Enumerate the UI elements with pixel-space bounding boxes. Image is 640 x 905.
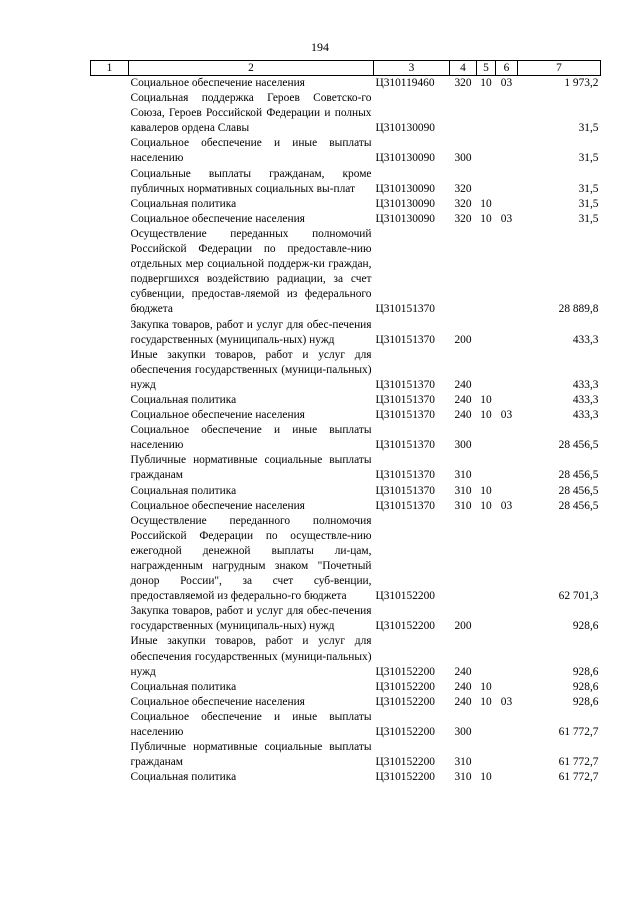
row-name: Социальная политика [130,197,237,210]
row-name: Социальная политика [130,771,237,784]
row-subsection [496,484,518,499]
row-amount: 28 456,5 [558,499,599,512]
row-amount: 31,5 [578,152,599,165]
table-row [91,604,601,634]
row-section [477,136,496,166]
row-amount: 928,6 [572,680,599,693]
table-row [91,348,601,393]
table-row [91,212,601,227]
table-row [91,136,601,166]
row-subsection: 03 [500,77,513,89]
row-index-cell [91,695,129,710]
table-row [91,408,601,423]
row-name: Социальная политика [130,484,237,497]
row-index-cell [91,393,129,408]
row-index-cell [91,318,129,348]
table-row [91,770,601,785]
row-amount: 28 456,5 [558,439,599,452]
row-expense-type: 240 [454,665,472,678]
table-row [91,710,601,740]
row-section: 10 [480,484,492,497]
row-code: Ц310151370 [375,469,435,482]
row-index-cell [91,91,129,136]
table-row [91,76,601,92]
row-amount: 31,5 [578,182,599,195]
table-row [91,318,601,348]
row-section [477,318,496,348]
row-subsection [496,680,518,695]
row-code: Ц310119460 [375,77,435,89]
row-index-cell [91,212,129,227]
table-row [91,227,601,318]
row-index-cell [91,680,129,695]
row-name: Социальное обеспечение и иные выплаты населению [130,710,372,739]
row-expense-type: 310 [454,771,472,784]
row-name: Социальное обеспечение населения [130,499,305,512]
row-name: Закупка товаров, работ и услуг для обес-печения государственных (муниципаль-ных) нужд [130,605,372,633]
column-header: 5 [477,61,496,76]
row-section: 10 [480,197,492,210]
row-expense-type [450,227,477,318]
row-expense-type: 240 [454,680,472,693]
row-expense-type: 320 [454,212,472,225]
row-section [477,634,496,679]
row-section [477,423,496,453]
row-code: Ц310152200 [375,771,435,784]
row-index-cell [91,76,129,92]
row-code: Ц310151370 [375,393,435,406]
table-row [91,91,601,136]
row-index-cell [91,167,129,197]
row-expense-type [450,514,477,605]
row-section: 10 [480,680,492,693]
column-header: 6 [496,61,518,76]
table-row [91,423,601,453]
row-subsection [496,91,518,136]
row-code: Ц310130090 [375,197,435,210]
row-index-cell [91,499,129,514]
column-header: 7 [518,61,601,76]
row-amount: 31,5 [578,197,599,210]
row-subsection [496,604,518,634]
row-name: Социальная политика [130,680,237,693]
row-section: 10 [480,771,492,784]
row-section: 10 [480,212,492,225]
row-name: Осуществление переданного полномочия Российской Федерации по осуществле-нию ежегодной денежной выплаты ли-цам, награжденным нагрудным знаком "Почетный донор России", за счет суб-венции, предоставляемой из федерально-го бюджета [130,514,372,603]
column-header: 3 [374,61,450,76]
row-code: Ц310151370 [375,333,435,346]
row-section: 10 [480,499,492,512]
row-name: Социальное обеспечение населения [130,77,305,89]
row-expense-type: 300 [454,726,472,739]
row-subsection [496,770,518,785]
row-name: Социальная поддержка Героев Советско-го Союза, Героев Российской Федерации и полных кавалеров ордена Славы [130,92,372,135]
row-subsection [496,227,518,318]
row-subsection [496,740,518,770]
row-expense-type: 320 [454,77,472,89]
row-section [477,604,496,634]
row-section: 10 [480,393,492,406]
row-expense-type: 240 [454,378,472,391]
row-expense-type: 240 [454,695,472,708]
row-section [477,453,496,483]
row-expense-type: 310 [454,499,472,512]
row-code: Ц310130090 [375,212,435,225]
row-name: Социальная политика [130,393,237,406]
row-expense-type: 240 [454,393,472,406]
row-section [477,348,496,393]
row-subsection [496,348,518,393]
row-amount: 928,6 [572,620,599,633]
row-code: Ц310130090 [375,122,435,135]
row-name: Закупка товаров, работ и услуг для обес-печения государственных (муниципаль-ных) нужд [130,318,372,346]
row-subsection: 03 [500,212,513,225]
row-code: Ц310151370 [375,378,435,391]
row-expense-type: 320 [454,197,472,210]
table-row [91,695,601,710]
row-amount: 31,5 [578,212,599,225]
row-code: Ц310151370 [375,499,435,512]
row-amount: 28 456,5 [558,469,599,482]
row-expense-type: 310 [454,469,472,482]
row-index-cell [91,423,129,453]
table-row [91,167,601,197]
row-name: Осуществление переданных полномочий Российской Федерации по предоставле-нию отдельных мер социальной поддерж-ки граждан, подвергшихся воздействию радиации, за счет субвенции, предостав-ляемой из федерального бюджета [130,227,372,316]
row-amount: 433,3 [572,393,599,406]
row-section [477,514,496,605]
row-subsection [496,423,518,453]
row-amount: 433,3 [572,378,599,391]
row-amount: 928,6 [572,665,599,678]
row-index-cell [91,348,129,393]
row-subsection [496,393,518,408]
row-code: Ц310152200 [375,590,435,603]
table-row [91,740,601,770]
row-index-cell [91,484,129,499]
row-index-cell [91,227,129,318]
row-amount: 61 772,7 [558,726,599,739]
row-subsection: 03 [500,409,513,422]
table-header-row [91,61,601,76]
table-row [91,453,601,483]
row-index-cell [91,604,129,634]
row-expense-type: 310 [454,484,472,497]
row-code: Ц310152200 [375,695,435,708]
row-subsection [496,318,518,348]
row-amount: 61 772,7 [558,756,599,769]
row-amount: 928,6 [572,695,599,708]
row-name: Иные закупки товаров, работ и услуг для обеспечения государственных (муници-пальных) нужд [130,348,372,391]
row-index-cell [91,634,129,679]
row-expense-type: 320 [454,182,472,195]
row-subsection [496,514,518,605]
row-subsection [496,136,518,166]
column-header: 4 [450,61,477,76]
row-amount: 28 889,8 [558,303,599,316]
row-index-cell [91,136,129,166]
budget-table [90,60,601,785]
row-expense-type: 300 [454,439,472,452]
page-number: 194 [311,40,329,54]
row-subsection [496,634,518,679]
row-section: 10 [480,77,492,89]
row-index-cell [91,710,129,740]
row-code: Ц310152200 [375,620,435,633]
row-amount: 62 701,3 [558,590,599,603]
table-row [91,393,601,408]
row-amount: 433,3 [572,333,599,346]
row-section [477,91,496,136]
row-code: Ц310152200 [375,665,435,678]
row-amount: 61 772,7 [558,771,599,784]
column-header: 2 [129,61,374,76]
row-index-cell [91,453,129,483]
table-row [91,680,601,695]
row-expense-type: 200 [454,620,472,633]
row-section [477,227,496,318]
row-code: Ц310130090 [375,182,435,195]
row-expense-type [450,91,477,136]
column-header: 1 [91,61,129,76]
row-section [477,710,496,740]
row-index-cell [91,514,129,605]
row-code: Ц310151370 [375,409,435,422]
row-code: Ц310151370 [375,484,435,497]
row-code: Ц310151370 [375,303,435,316]
row-section: 10 [480,695,492,708]
table-row [91,514,601,605]
row-subsection [496,710,518,740]
row-section [477,167,496,197]
table-row [91,197,601,212]
table-row [91,499,601,514]
row-code: Ц310130090 [375,152,435,165]
row-name: Публичные нормативные социальные выплаты гражданам [130,741,372,769]
row-index-cell [91,770,129,785]
row-subsection [496,197,518,212]
row-subsection [496,453,518,483]
row-name: Социальное обеспечение населения [130,212,305,225]
row-amount: 31,5 [578,122,599,135]
row-expense-type: 300 [454,152,472,165]
row-name: Иные закупки товаров, работ и услуг для обеспечения государственных (муници-пальных) нужд [130,635,372,678]
row-subsection [496,167,518,197]
row-section [477,740,496,770]
row-code: Ц310152200 [375,726,435,739]
row-name: Социальное обеспечение населения [130,409,305,422]
row-name: Публичные нормативные социальные выплаты гражданам [130,454,372,482]
row-name: Социальное обеспечение и иные выплаты населению [130,137,372,165]
table-row [91,634,601,679]
row-code: Ц310152200 [375,756,435,769]
row-section: 10 [480,409,492,422]
row-subsection: 03 [500,695,513,708]
row-expense-type: 200 [454,333,472,346]
row-name: Социальное обеспечение населения [130,695,305,708]
row-index-cell [91,197,129,212]
row-code: Ц310151370 [375,439,435,452]
row-index-cell [91,740,129,770]
row-subsection: 03 [500,499,513,512]
row-amount: 1 973,2 [564,77,599,89]
table-body [91,76,601,786]
row-amount: 433,3 [572,409,599,422]
row-expense-type: 310 [454,756,472,769]
row-name: Социальные выплаты гражданам, кроме публичных нормативных социальных вы-плат [130,167,372,195]
row-index-cell [91,408,129,423]
row-expense-type: 240 [454,409,472,422]
row-code: Ц310152200 [375,680,435,693]
row-amount: 28 456,5 [558,484,599,497]
row-name: Социальное обеспечение и иные выплаты населению [130,424,372,452]
table-row [91,484,601,499]
